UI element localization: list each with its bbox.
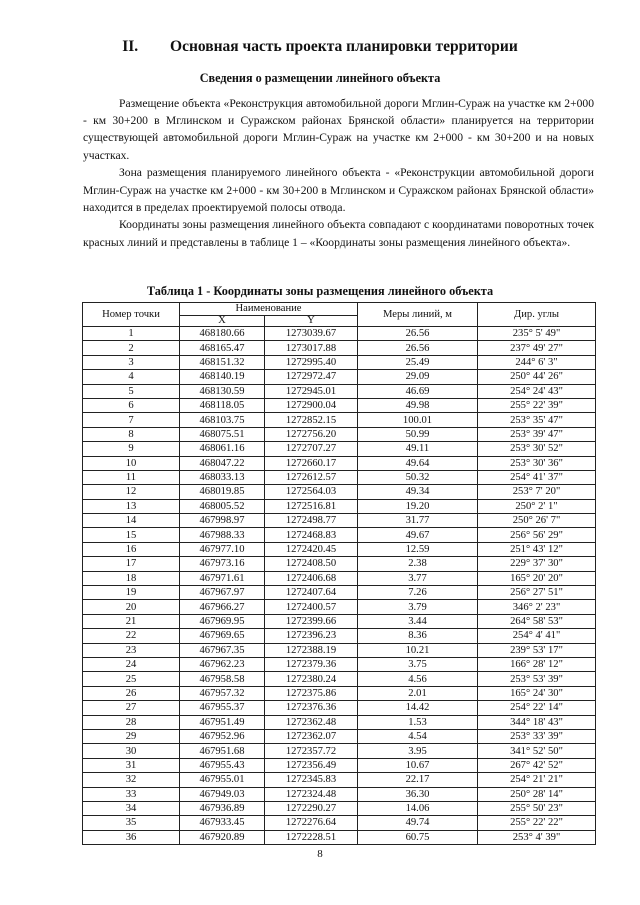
- table-row: [83, 643, 596, 657]
- line-length-cell: 60.75: [358, 830, 478, 844]
- point-number-cell: 29: [83, 729, 180, 743]
- point-number-cell: 15: [83, 528, 180, 542]
- x-coordinate-cell: 468005.52: [180, 499, 265, 513]
- header-name: Наименование: [180, 303, 358, 316]
- y-coordinate-cell: 1272399.66: [265, 614, 358, 628]
- line-length-cell: 46.69: [358, 384, 478, 398]
- point-number-cell: 17: [83, 557, 180, 571]
- line-length-cell: 29.09: [358, 370, 478, 384]
- table-row: [83, 787, 596, 801]
- table-row: [83, 816, 596, 830]
- y-coordinate-cell: 1272375.86: [265, 686, 358, 700]
- y-coordinate-cell: 1272852.15: [265, 413, 358, 427]
- y-coordinate-cell: 1272228.51: [265, 830, 358, 844]
- paragraph: Координаты зоны размещения линейного объекта совпадают с координатами поворотных точек красных линий и представлены в таблице 1 – «Координаты зоны размещения линейного объекта».: [83, 218, 594, 249]
- line-length-cell: 7.26: [358, 586, 478, 600]
- line-length-cell: 31.77: [358, 514, 478, 528]
- x-coordinate-cell: 468061.16: [180, 442, 265, 456]
- x-coordinate-cell: 468033.13: [180, 470, 265, 484]
- table-row: [83, 456, 596, 470]
- x-coordinate-cell: 468180.66: [180, 327, 265, 341]
- section-subtitle: Сведения о размещении линейного объекта: [199, 71, 441, 85]
- table-row: [83, 729, 596, 743]
- line-length-cell: 12.59: [358, 542, 478, 556]
- line-length-cell: 2.01: [358, 686, 478, 700]
- line-length-cell: 3.44: [358, 614, 478, 628]
- table-row: [83, 542, 596, 556]
- x-coordinate-cell: 468151.32: [180, 355, 265, 369]
- line-length-cell: 25.49: [358, 355, 478, 369]
- header-x: X: [180, 316, 265, 327]
- x-coordinate-cell: 467998.97: [180, 514, 265, 528]
- direction-angle-cell: 254° 41' 37": [478, 470, 596, 484]
- direction-angle-cell: 253° 39' 47": [478, 427, 596, 441]
- body-text: [83, 95, 594, 251]
- direction-angle-cell: 255° 22' 22": [478, 816, 596, 830]
- point-number-cell: 4: [83, 370, 180, 384]
- y-coordinate-cell: 1272407.64: [265, 586, 358, 600]
- x-coordinate-cell: 467957.32: [180, 686, 265, 700]
- point-number-cell: 7: [83, 413, 180, 427]
- x-coordinate-cell: 467920.89: [180, 830, 265, 844]
- point-number-cell: 24: [83, 657, 180, 671]
- direction-angle-cell: 253° 30' 52": [478, 442, 596, 456]
- table-row: [83, 355, 596, 369]
- line-length-cell: 10.21: [358, 643, 478, 657]
- table-row: [83, 830, 596, 844]
- direction-angle-cell: 253° 4' 39": [478, 830, 596, 844]
- x-coordinate-cell: 467933.45: [180, 816, 265, 830]
- y-coordinate-cell: 1272324.48: [265, 787, 358, 801]
- x-coordinate-cell: 468118.05: [180, 398, 265, 412]
- table-row: [83, 715, 596, 729]
- line-length-cell: 49.34: [358, 485, 478, 499]
- point-number-cell: 1: [83, 327, 180, 341]
- section-heading: [0, 38, 640, 56]
- table-row: [83, 327, 596, 341]
- point-number-cell: 3: [83, 355, 180, 369]
- point-number-cell: 35: [83, 816, 180, 830]
- section-title: Основная часть проекта планировки территории: [170, 38, 518, 55]
- table-row: [83, 571, 596, 585]
- direction-angle-cell: 254° 24' 43": [478, 384, 596, 398]
- header-direction-angle: Дир. углы: [478, 303, 596, 327]
- header-point-number: Номер точки: [83, 303, 180, 327]
- table-row: [83, 629, 596, 643]
- y-coordinate-cell: 1272995.40: [265, 355, 358, 369]
- section-number: II.: [122, 38, 139, 55]
- table-row: [83, 384, 596, 398]
- table-row: [83, 801, 596, 815]
- table-row: [83, 657, 596, 671]
- table-row: [83, 485, 596, 499]
- point-number-cell: 6: [83, 398, 180, 412]
- point-number-cell: 21: [83, 614, 180, 628]
- x-coordinate-cell: 468140.19: [180, 370, 265, 384]
- y-coordinate-cell: 1272612.57: [265, 470, 358, 484]
- line-length-cell: 14.06: [358, 801, 478, 815]
- y-coordinate-cell: 1272420.45: [265, 542, 358, 556]
- direction-angle-cell: 254° 21' 21": [478, 773, 596, 787]
- line-length-cell: 49.67: [358, 528, 478, 542]
- direction-angle-cell: 237° 49' 27": [478, 341, 596, 355]
- x-coordinate-cell: 467962.23: [180, 657, 265, 671]
- x-coordinate-cell: 467952.96: [180, 729, 265, 743]
- x-coordinate-cell: 467969.65: [180, 629, 265, 643]
- table-row: [83, 600, 596, 614]
- x-coordinate-cell: 467977.10: [180, 542, 265, 556]
- y-coordinate-cell: 1272357.72: [265, 744, 358, 758]
- table-row: [83, 413, 596, 427]
- direction-angle-cell: 251° 43' 12": [478, 542, 596, 556]
- x-coordinate-cell: 467969.95: [180, 614, 265, 628]
- x-coordinate-cell: 468047.22: [180, 456, 265, 470]
- x-coordinate-cell: 468019.85: [180, 485, 265, 499]
- line-length-cell: 4.56: [358, 672, 478, 686]
- point-number-cell: 14: [83, 514, 180, 528]
- line-length-cell: 3.75: [358, 657, 478, 671]
- line-length-cell: 19.20: [358, 499, 478, 513]
- point-number-cell: 10: [83, 456, 180, 470]
- page-number: 8: [317, 848, 323, 860]
- point-number-cell: 2: [83, 341, 180, 355]
- point-number-cell: 30: [83, 744, 180, 758]
- line-length-cell: 50.99: [358, 427, 478, 441]
- table-row: [83, 557, 596, 571]
- direction-angle-cell: 165° 20' 20": [478, 571, 596, 585]
- y-coordinate-cell: 1272408.50: [265, 557, 358, 571]
- table-row: [83, 686, 596, 700]
- direction-angle-cell: 344° 18' 43": [478, 715, 596, 729]
- point-number-cell: 12: [83, 485, 180, 499]
- table-row: [83, 514, 596, 528]
- line-length-cell: 8.36: [358, 629, 478, 643]
- direction-angle-cell: 256° 56' 29": [478, 528, 596, 542]
- y-coordinate-cell: 1272345.83: [265, 773, 358, 787]
- line-length-cell: 49.98: [358, 398, 478, 412]
- x-coordinate-cell: 467973.16: [180, 557, 265, 571]
- point-number-cell: 36: [83, 830, 180, 844]
- x-coordinate-cell: 468103.75: [180, 413, 265, 427]
- y-coordinate-cell: 1273039.67: [265, 327, 358, 341]
- line-length-cell: 14.42: [358, 701, 478, 715]
- direction-angle-cell: 256° 27' 51": [478, 586, 596, 600]
- x-coordinate-cell: 467955.01: [180, 773, 265, 787]
- y-coordinate-cell: 1272290.27: [265, 801, 358, 815]
- table-row: [83, 758, 596, 772]
- direction-angle-cell: 166° 28' 12": [478, 657, 596, 671]
- x-coordinate-cell: 467966.27: [180, 600, 265, 614]
- direction-angle-cell: 165° 24' 30": [478, 686, 596, 700]
- point-number-cell: 23: [83, 643, 180, 657]
- x-coordinate-cell: 468075.51: [180, 427, 265, 441]
- direction-angle-cell: 253° 33' 39": [478, 729, 596, 743]
- x-coordinate-cell: 468165.47: [180, 341, 265, 355]
- table-row: [83, 614, 596, 628]
- table-row: [83, 470, 596, 484]
- x-coordinate-cell: 467955.37: [180, 701, 265, 715]
- point-number-cell: 34: [83, 801, 180, 815]
- y-coordinate-cell: 1272516.81: [265, 499, 358, 513]
- point-number-cell: 32: [83, 773, 180, 787]
- direction-angle-cell: 250° 2' 1": [478, 499, 596, 513]
- direction-angle-cell: 255° 50' 23": [478, 801, 596, 815]
- direction-angle-cell: 250° 26' 7": [478, 514, 596, 528]
- table-row: [83, 370, 596, 384]
- direction-angle-cell: 244° 6' 3": [478, 355, 596, 369]
- y-coordinate-cell: 1272400.57: [265, 600, 358, 614]
- direction-angle-cell: 255° 22' 39": [478, 398, 596, 412]
- point-number-cell: 31: [83, 758, 180, 772]
- point-number-cell: 19: [83, 586, 180, 600]
- table-row: [83, 672, 596, 686]
- x-coordinate-cell: 467936.89: [180, 801, 265, 815]
- y-coordinate-cell: 1272660.17: [265, 456, 358, 470]
- y-coordinate-cell: 1273017.88: [265, 341, 358, 355]
- y-coordinate-cell: 1272945.01: [265, 384, 358, 398]
- direction-angle-cell: 254° 22' 14": [478, 701, 596, 715]
- line-length-cell: 10.67: [358, 758, 478, 772]
- line-length-cell: 3.77: [358, 571, 478, 585]
- direction-angle-cell: 267° 42' 52": [478, 758, 596, 772]
- line-length-cell: 49.74: [358, 816, 478, 830]
- y-coordinate-cell: 1272972.47: [265, 370, 358, 384]
- point-number-cell: 11: [83, 470, 180, 484]
- direction-angle-cell: 264° 58' 53": [478, 614, 596, 628]
- line-length-cell: 49.64: [358, 456, 478, 470]
- table-row: [83, 528, 596, 542]
- point-number-cell: 8: [83, 427, 180, 441]
- x-coordinate-cell: 467949.03: [180, 787, 265, 801]
- y-coordinate-cell: 1272276.64: [265, 816, 358, 830]
- line-length-cell: 50.32: [358, 470, 478, 484]
- line-length-cell: 49.11: [358, 442, 478, 456]
- table-row: [83, 701, 596, 715]
- direction-angle-cell: 253° 35' 47": [478, 413, 596, 427]
- y-coordinate-cell: 1272564.03: [265, 485, 358, 499]
- point-number-cell: 9: [83, 442, 180, 456]
- y-coordinate-cell: 1272356.49: [265, 758, 358, 772]
- y-coordinate-cell: 1272380.24: [265, 672, 358, 686]
- table-row: [83, 773, 596, 787]
- x-coordinate-cell: 467971.61: [180, 571, 265, 585]
- direction-angle-cell: 253° 30' 36": [478, 456, 596, 470]
- line-length-cell: 1.53: [358, 715, 478, 729]
- point-number-cell: 25: [83, 672, 180, 686]
- y-coordinate-cell: 1272498.77: [265, 514, 358, 528]
- table-row: [83, 341, 596, 355]
- direction-angle-cell: 254° 4' 41": [478, 629, 596, 643]
- y-coordinate-cell: 1272756.20: [265, 427, 358, 441]
- direction-angle-cell: 235° 5' 49": [478, 327, 596, 341]
- header-y: Y: [265, 316, 358, 327]
- direction-angle-cell: 229° 37' 30": [478, 557, 596, 571]
- line-length-cell: 36.30: [358, 787, 478, 801]
- line-length-cell: 22.17: [358, 773, 478, 787]
- table-body: [83, 327, 596, 845]
- header-line-length: Меры линий, м: [358, 303, 478, 327]
- point-number-cell: 27: [83, 701, 180, 715]
- point-number-cell: 18: [83, 571, 180, 585]
- direction-angle-cell: 341° 52' 50": [478, 744, 596, 758]
- y-coordinate-cell: 1272468.83: [265, 528, 358, 542]
- table-row: [83, 499, 596, 513]
- table-row: [83, 586, 596, 600]
- point-number-cell: 26: [83, 686, 180, 700]
- table-row: [83, 442, 596, 456]
- x-coordinate-cell: 467967.35: [180, 643, 265, 657]
- line-length-cell: 2.38: [358, 557, 478, 571]
- point-number-cell: 5: [83, 384, 180, 398]
- table-title: Таблица 1 - Координаты зоны размещения линейного объекта: [146, 284, 494, 298]
- y-coordinate-cell: 1272707.27: [265, 442, 358, 456]
- point-number-cell: 22: [83, 629, 180, 643]
- point-number-cell: 28: [83, 715, 180, 729]
- y-coordinate-cell: 1272900.04: [265, 398, 358, 412]
- point-number-cell: 33: [83, 787, 180, 801]
- line-length-cell: 3.79: [358, 600, 478, 614]
- direction-angle-cell: 239° 53' 17": [478, 643, 596, 657]
- y-coordinate-cell: 1272379.36: [265, 657, 358, 671]
- line-length-cell: 26.56: [358, 341, 478, 355]
- paragraph: Зона размещения планируемого линейного объекта - «Реконструкции автомобильной дороги Мглин-Сураж на участке км 2+000 - км 30+200 в Мглинском и Суражском районах Брянской области» находится в пределах проектируемой полосы отвода.: [83, 166, 594, 214]
- table-row: [83, 398, 596, 412]
- line-length-cell: 100.01: [358, 413, 478, 427]
- direction-angle-cell: 253° 7' 20": [478, 485, 596, 499]
- y-coordinate-cell: 1272362.48: [265, 715, 358, 729]
- point-number-cell: 16: [83, 542, 180, 556]
- point-number-cell: 20: [83, 600, 180, 614]
- line-length-cell: 26.56: [358, 327, 478, 341]
- line-length-cell: 3.95: [358, 744, 478, 758]
- table-row: [83, 744, 596, 758]
- y-coordinate-cell: 1272388.19: [265, 643, 358, 657]
- x-coordinate-cell: 467951.49: [180, 715, 265, 729]
- y-coordinate-cell: 1272362.07: [265, 729, 358, 743]
- paragraph: Размещение объекта «Реконструкция автомобильной дороги Мглин-Сураж на участке км 2+000 - км 30+200 в Мглинском и Суражском районах Брянской области» планируется на территории существующей автомобильной дороги Мглин-Сураж на участке км 2+000 - км 30+200 и на новых участках.: [83, 97, 594, 162]
- direction-angle-cell: 346° 2' 23": [478, 600, 596, 614]
- direction-angle-cell: 250° 28' 14": [478, 787, 596, 801]
- x-coordinate-cell: 467967.97: [180, 586, 265, 600]
- x-coordinate-cell: 467958.58: [180, 672, 265, 686]
- line-length-cell: 4.54: [358, 729, 478, 743]
- direction-angle-cell: 250° 44' 26": [478, 370, 596, 384]
- coordinates-table: [82, 302, 596, 845]
- point-number-cell: 13: [83, 499, 180, 513]
- x-coordinate-cell: 467988.33: [180, 528, 265, 542]
- x-coordinate-cell: 467955.43: [180, 758, 265, 772]
- table-row: [83, 427, 596, 441]
- y-coordinate-cell: 1272376.36: [265, 701, 358, 715]
- direction-angle-cell: 253° 53' 39": [478, 672, 596, 686]
- y-coordinate-cell: 1272396.23: [265, 629, 358, 643]
- x-coordinate-cell: 467951.68: [180, 744, 265, 758]
- x-coordinate-cell: 468130.59: [180, 384, 265, 398]
- y-coordinate-cell: 1272406.68: [265, 571, 358, 585]
